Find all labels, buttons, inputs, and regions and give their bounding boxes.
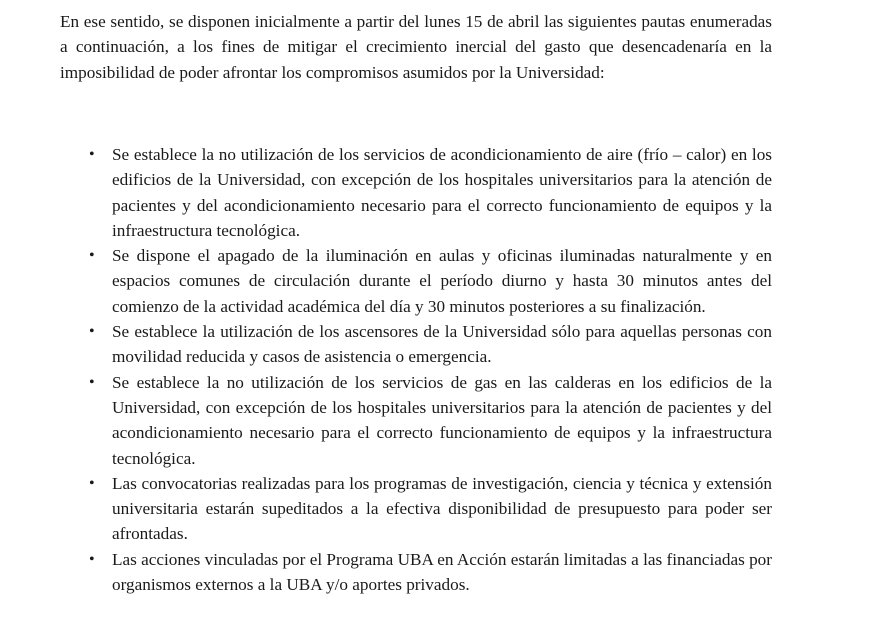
bullet-icon: •	[89, 323, 95, 341]
measures-list	[88, 142, 772, 597]
bullet-icon: •	[89, 247, 95, 265]
list-item-text: Se establece la no utilización de los servicios de acondicionamiento de aire (frío – calor) en los edificios de la Universidad, con excepción de los hospitales universitarios para la atención de pacientes y del acondicionamiento necesario para el correcto funcionamiento de equipos y la infraestructura tecnológica.	[112, 145, 772, 240]
bullet-icon: •	[89, 373, 95, 391]
list-item	[88, 243, 772, 319]
list-item	[88, 471, 772, 547]
list-item-text: Se dispone el apagado de la iluminación en aulas y oficinas iluminadas naturalmente y en espacios comunes de circulación durante el período diurno y hasta 30 minutos antes del comienzo de la actividad académica del día y 30 minutos posteriores a su finalización.	[112, 246, 772, 316]
list-item-text: Se establece la utilización de los ascensores de la Universidad sólo para aquellas personas con movilidad reducida y casos de asistencia o emergencia.	[112, 322, 772, 367]
list-item	[88, 319, 772, 370]
list-item	[88, 142, 772, 243]
list-item-text: Las acciones vinculadas por el Programa UBA en Acción estarán limitadas a las financiadas por organismos externos a la UBA y/o aportes privados.	[112, 549, 772, 595]
list-item-text: Las convocatorias realizadas para los programas de investigación, ciencia y técnica y extensión universitaria estarán supeditados a la efectiva disponibilidad de presupuesto para poder ser afrontadas.	[112, 473, 772, 544]
list-item	[88, 370, 772, 471]
list-item	[88, 547, 772, 598]
list-item-text: Se establece la no utilización de los servicios de gas en las calderas en los edificios de la Universidad, con excepción de los hospitales universitarios para la atención de pacientes y del acondicionamiento necesario para el correcto funcionamiento de equipos y la infraestructura tecnológica.	[112, 372, 772, 468]
bullet-icon: •	[89, 146, 95, 163]
bullet-icon: •	[89, 474, 95, 492]
intro-paragraph: En ese sentido, se disponen inicialmente a partir del lunes 15 de abril las siguientes pautas enumeradas a continuación, a los fines de mitigar el crecimiento inercial del gasto que desencadenaría en la imposibilidad de poder afrontar los compromisos asumidos por la Universidad:	[60, 12, 772, 82]
bullet-icon: •	[89, 550, 95, 568]
